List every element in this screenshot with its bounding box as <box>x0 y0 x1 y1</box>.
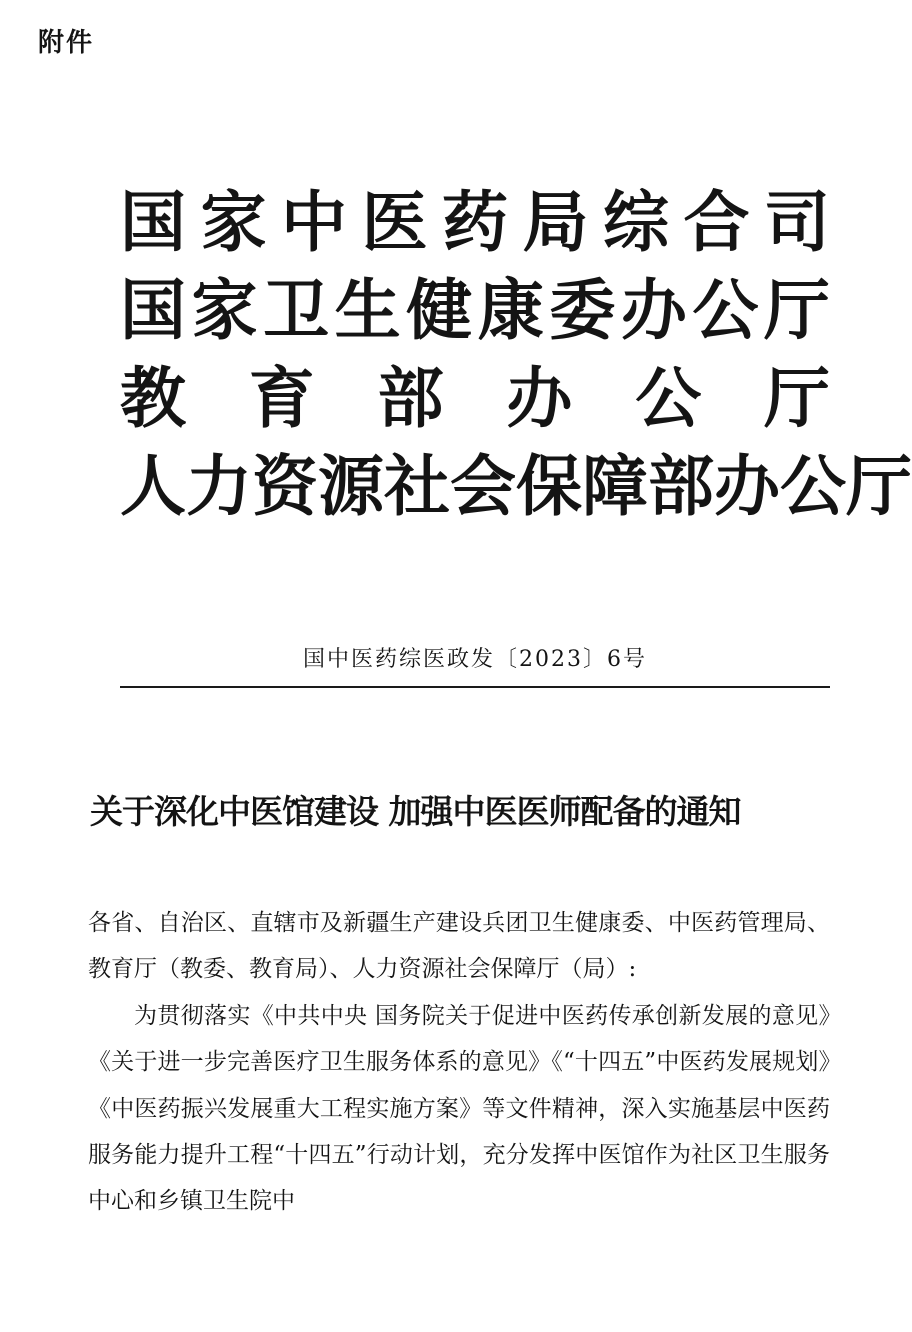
issuer-line-2: 国 家 卫 生 健 康 委 办 公 厅 <box>120 271 830 349</box>
issuer-line-1: 国 家 中 医 药 局 综 合 司 <box>120 183 830 261</box>
notice-title: 关于深化中医馆建设 加强中医医师配备的通知 <box>90 792 741 831</box>
document-number: 国中医药综医政发〔2023〕6号 <box>303 647 647 672</box>
attachment-label: 附件 <box>38 28 95 58</box>
addressees-paragraph: 各省、自治区、直辖市及新疆生产建设兵团卫生健康委、中医药管理局、教育厅（教委、教育局）、人力资源社会保障厅（局）: <box>88 910 830 983</box>
issuer-line-3: 教 育 部 办 公 厅 <box>120 359 830 437</box>
issuer-line-4: 人 力 资 源 社 会 保 障 部 办 公 厅 <box>120 447 912 525</box>
header-divider <box>120 686 830 688</box>
issuing-agencies <box>120 178 912 530</box>
notice-body <box>88 900 830 1225</box>
body-paragraph: 为贯彻落实《中共中央 国务院关于促进中医药传承创新发展的意见》《关于进一步完善医疗卫生服务体系的意见》《“十四五”中医药发展规划》《中医药振兴发展重大工程实施方案》等文件精神，深入实施基层中医药服务能力提升工程“十四五”行动计划，充分发挥中医馆作为社区卫生服务中心和乡镇卫生院中 <box>88 1002 830 1215</box>
